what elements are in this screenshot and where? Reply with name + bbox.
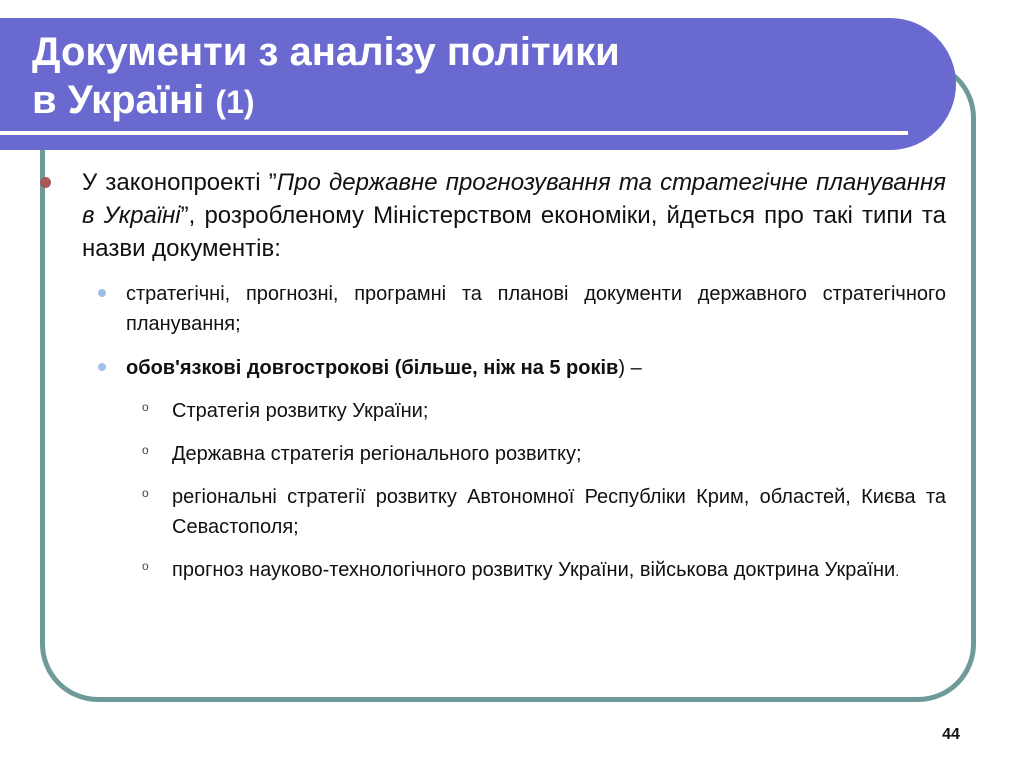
slide-content xyxy=(40,166,946,586)
sublist-item-text: Стратегія розвитку України; xyxy=(172,400,429,422)
circle-bullet-icon: o xyxy=(142,443,149,457)
list-item-text: стратегічні, прогнозні, програмні та планові документи державного стратегічного планування; xyxy=(126,283,946,335)
list-item-mandatory-docs xyxy=(40,353,946,383)
list-item-bold-text: обов'язкові довгострокові (більше, ніж на 5 років xyxy=(126,357,619,379)
list-item-text: ) – xyxy=(618,357,642,379)
intro-suffix: ”, розробленому Міністерством економіки, йдеться про такі типи та назви документів: xyxy=(82,202,946,262)
sublist-item xyxy=(40,439,946,469)
intro-prefix: У законопроекті ” xyxy=(82,169,277,196)
title-number: (1) xyxy=(215,84,255,120)
bullet-dot-icon xyxy=(98,289,106,297)
intro-paragraph xyxy=(40,166,946,265)
circle-bullet-icon: o xyxy=(142,486,149,500)
circle-bullet-icon: o xyxy=(142,559,149,573)
title-line-1: Документи з аналізу політики xyxy=(32,30,620,74)
sublist-item xyxy=(40,396,946,426)
sublist-item-text: Державна стратегія регіонального розвитку; xyxy=(172,443,582,465)
intro-law-title: Про державне прогнозування та стратегічне планування в Україні xyxy=(82,169,946,229)
sublist-item xyxy=(40,555,946,586)
slide-title xyxy=(32,28,892,126)
sublist-item xyxy=(40,482,946,542)
bullet-dot-icon xyxy=(40,177,51,188)
sublist-item-text: регіональні стратегії розвитку Автономної Республіки Крим, областей, Києва та Севастополя; xyxy=(172,486,946,538)
title-underline xyxy=(0,131,908,135)
sublist-item-text: прогноз науково-технологічного розвитку України, військова доктрина України xyxy=(172,559,896,581)
bullet-dot-icon xyxy=(98,363,106,371)
sublist-item-end: . xyxy=(895,563,900,579)
page-number: 44 xyxy=(942,726,960,743)
circle-bullet-icon: o xyxy=(142,400,149,414)
list-item-strategic-docs xyxy=(40,279,946,339)
title-line-2: в Україні xyxy=(32,78,205,122)
